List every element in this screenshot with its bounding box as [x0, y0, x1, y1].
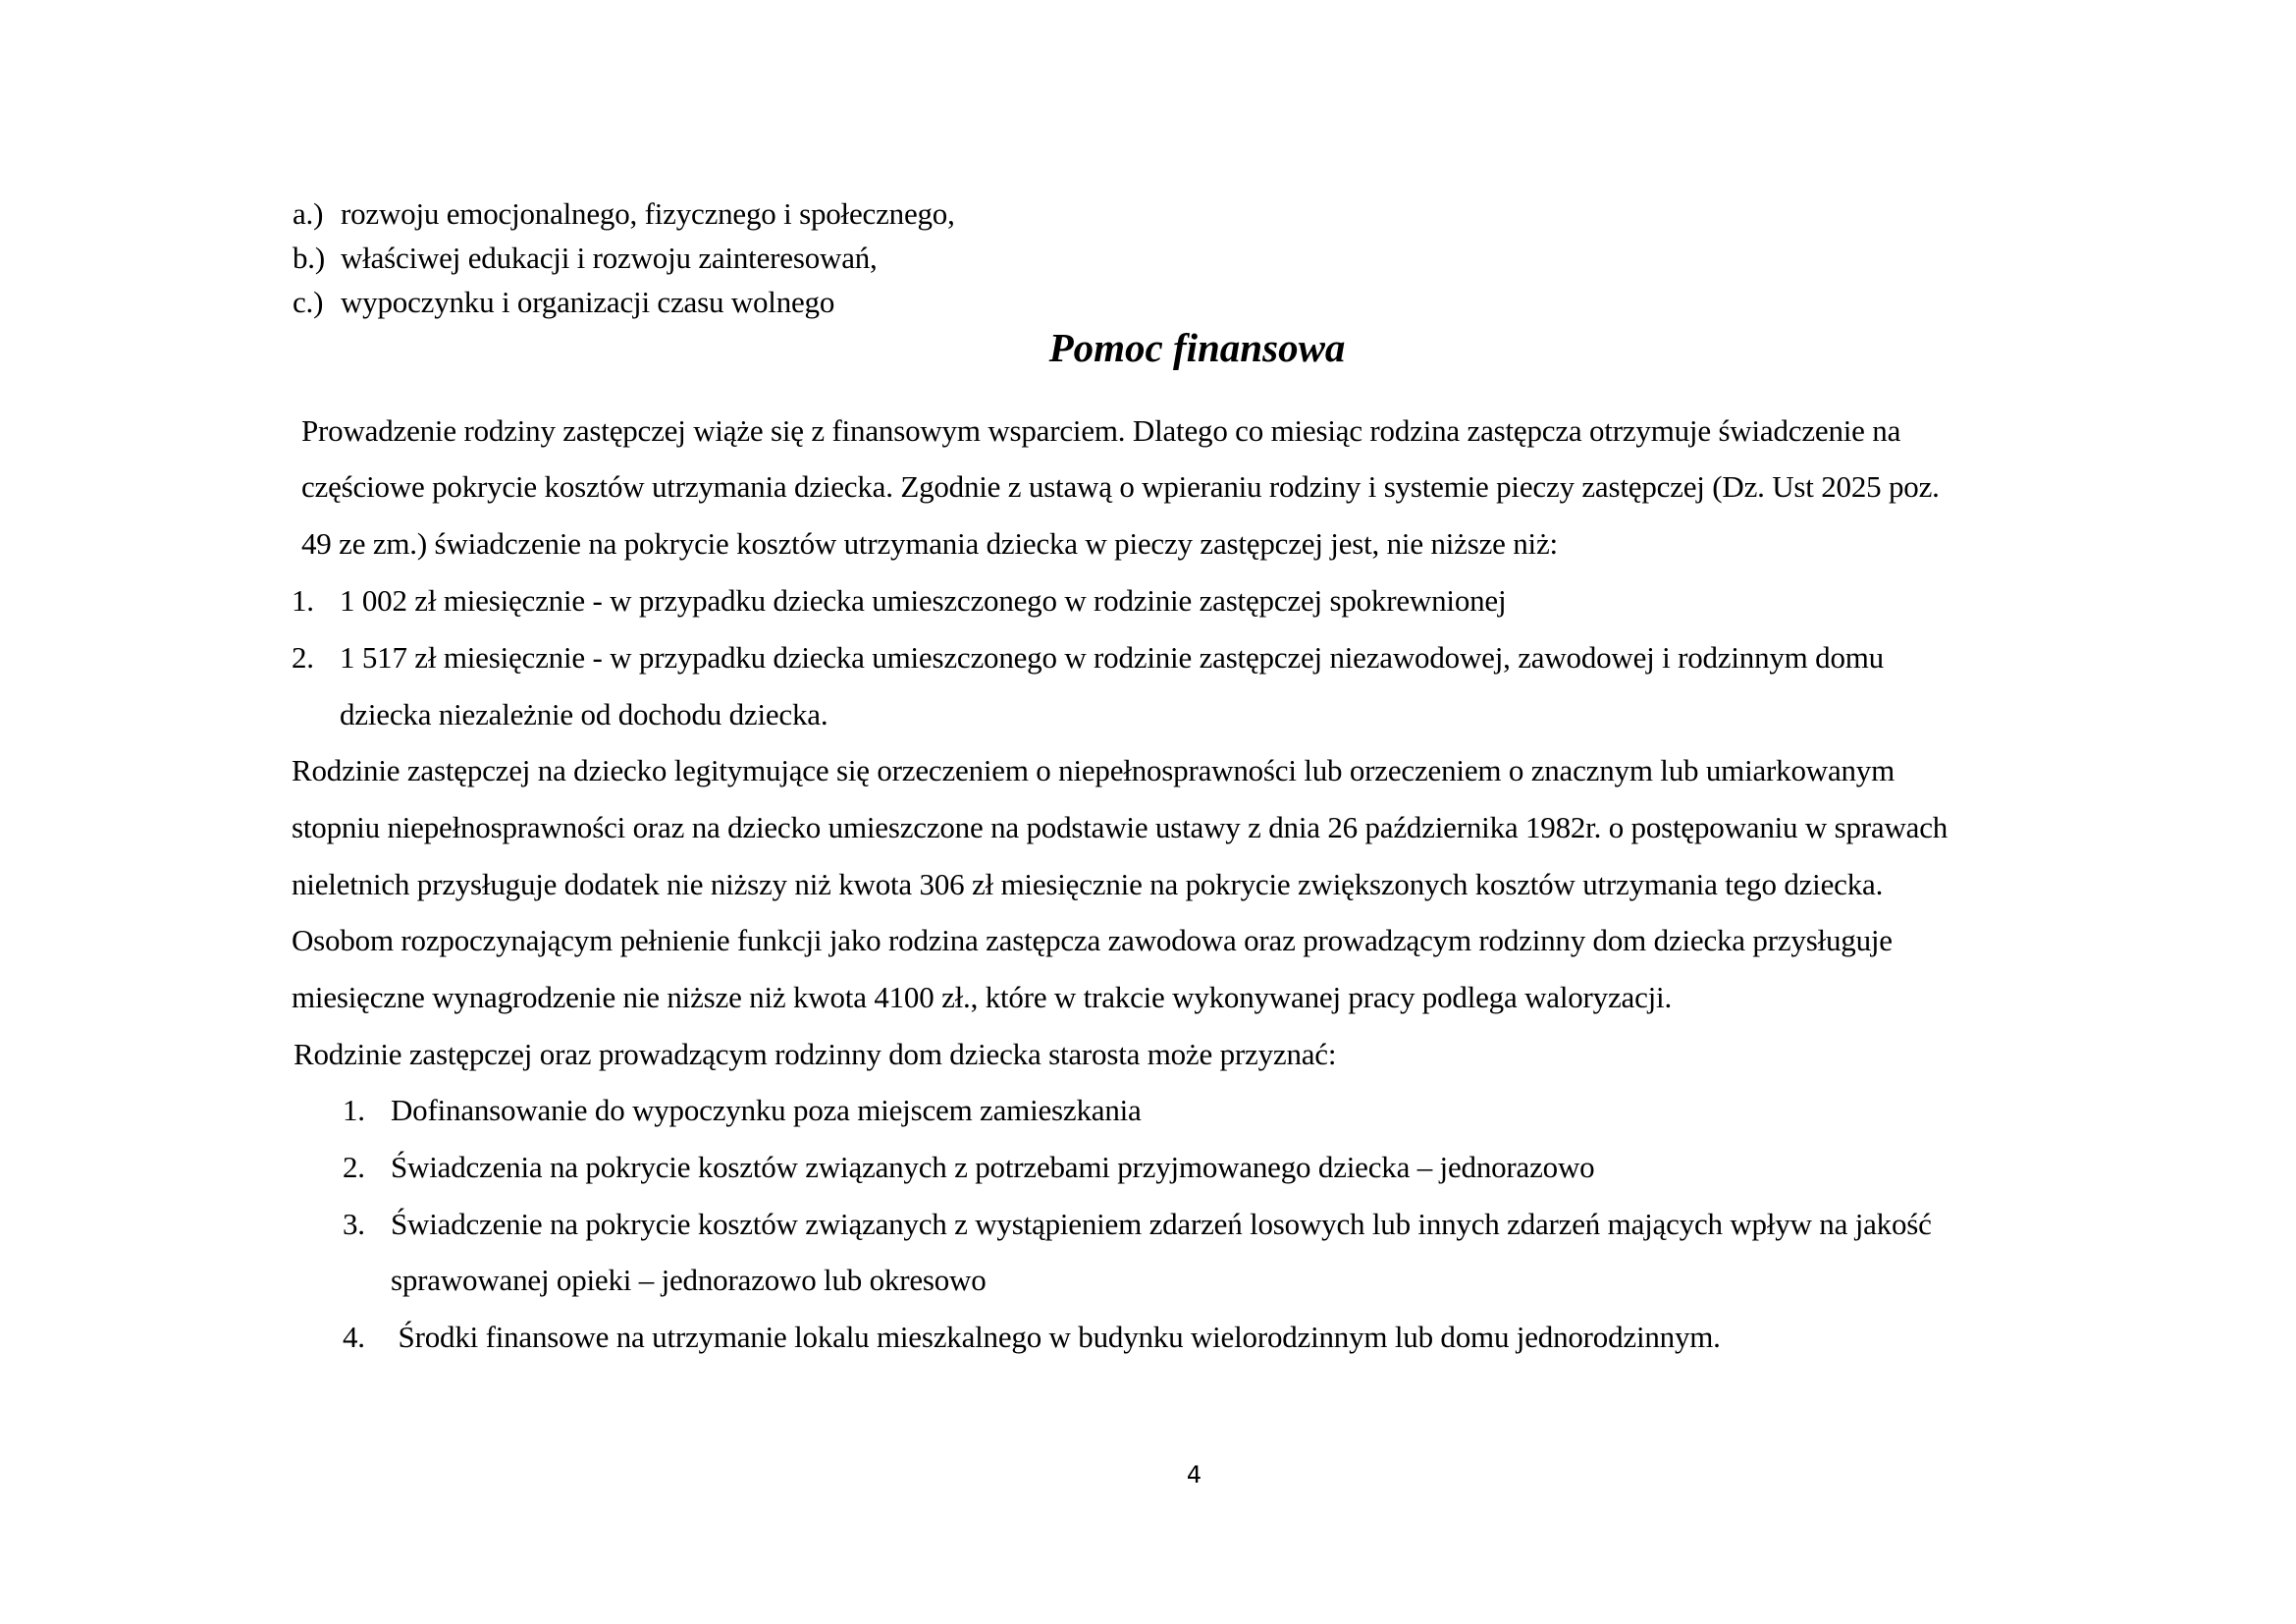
list-item — [343, 1150, 1595, 1185]
paragraph-line: Prowadzenie rodziny zastępczej wiąże się z finansowym wsparciem. Dlatego co miesiąc rodzina zastępcza otrzymuje świadczenie na — [301, 413, 1901, 448]
list-marker: c.) — [293, 285, 324, 319]
list-item-text: 1 517 zł miesięcznie - w przypadku dziecka umieszczonego w rodzinie zastępczej niezawodowej, zawodowej i rodzinnym domu — [340, 640, 1884, 675]
list-item-text: Świadczenie na pokrycie kosztów związanych z wystąpieniem zdarzeń losowych lub innych zdarzeń mających wpływ na jakość — [391, 1207, 1932, 1241]
list-marker: 2. — [343, 1150, 365, 1184]
list-item — [293, 285, 835, 320]
list-item-text: Środki finansowe na utrzymanie lokalu mieszkalnego w budynku wielorodzinnym lub domu jednorodzinnym. — [391, 1320, 1721, 1354]
list-marker: 4. — [343, 1320, 365, 1354]
list-item-text: wypoczynku i organizacji czasu wolnego — [341, 285, 835, 319]
paragraph-line: stopniu niepełnosprawności oraz na dziecko umieszczone na podstawie ustawy z dnia 26 października 1982r. o postępowaniu w sprawach — [292, 810, 1949, 844]
list-item — [343, 1320, 1721, 1355]
list-item-text: właściwej edukacji i rozwoju zainteresowań, — [341, 241, 878, 275]
list-item — [343, 1207, 1932, 1242]
list-item — [293, 196, 955, 232]
list-marker: 1. — [292, 583, 314, 618]
paragraph-line: miesięczne wynagrodzenie nie niższe niż kwota 4100 zł., które w trakcie wykonywanej pracy podlega waloryzacji. — [292, 980, 1673, 1014]
list-marker: 2. — [292, 640, 314, 675]
list-item — [292, 583, 1507, 619]
list-marker: b.) — [293, 241, 325, 275]
paragraph-line: Rodzinie zastępczej na dziecko legitymujące się orzeczeniem o niepełnosprawności lub orzeczeniem o znacznym lub umiarkowanym — [292, 753, 1896, 787]
paragraph-line: 49 ze zm.) świadczenie na pokrycie kosztów utrzymania dziecka w pieczy zastępczej jest, nie niższe niż: — [301, 526, 1558, 561]
list-item — [343, 1093, 1142, 1128]
list-item-text: 1 002 zł miesięcznie - w przypadku dziecka umieszczonego w rodzinie zastępczej spokrewnionej — [340, 583, 1507, 618]
list-marker: 3. — [343, 1207, 365, 1241]
list-item-continuation: dziecka niezależnie od dochodu dziecka. — [340, 697, 828, 731]
list-item-text: Dofinansowanie do wypoczynku poza miejscem zamieszkania — [391, 1093, 1142, 1127]
list-marker: a.) — [293, 196, 324, 231]
list-item — [292, 640, 1884, 676]
list-item-text: Świadczenia na pokrycie kosztów związanych z potrzebami przyjmowanego dziecka – jednorazowo — [391, 1150, 1595, 1184]
section-title: Pomoc finansowa — [1048, 325, 1346, 370]
paragraph-line: Osobom rozpoczynającym pełnienie funkcji jako rodzina zastępcza zawodowa oraz prowadzącym rodzinny dom dziecka przysługuje — [292, 923, 1893, 957]
starosta-intro: Rodzinie zastępczej oraz prowadzącym rodzinny dom dziecka starosta może przyznać: — [294, 1037, 1337, 1071]
list-item-text: rozwoju emocjonalnego, fizycznego i społecznego, — [341, 196, 955, 231]
paragraph-line: nieletnich przysługuje dodatek nie niższy niż kwota 306 zł miesięcznie na pokrycie zwiększonych kosztów utrzymania tego dziecka. — [292, 867, 1884, 901]
list-marker: 1. — [343, 1093, 365, 1127]
paragraph-line: częściowe pokrycie kosztów utrzymania dziecka. Zgodnie z ustawą o wpieraniu rodziny i systemie pieczy zastępczej (Dz. Ust 2025 poz. — [301, 469, 1940, 504]
list-item-continuation: sprawowanej opieki – jednorazowo lub okresowo — [391, 1263, 987, 1297]
page-number: 4 — [1186, 1461, 1202, 1489]
list-item — [293, 241, 878, 276]
